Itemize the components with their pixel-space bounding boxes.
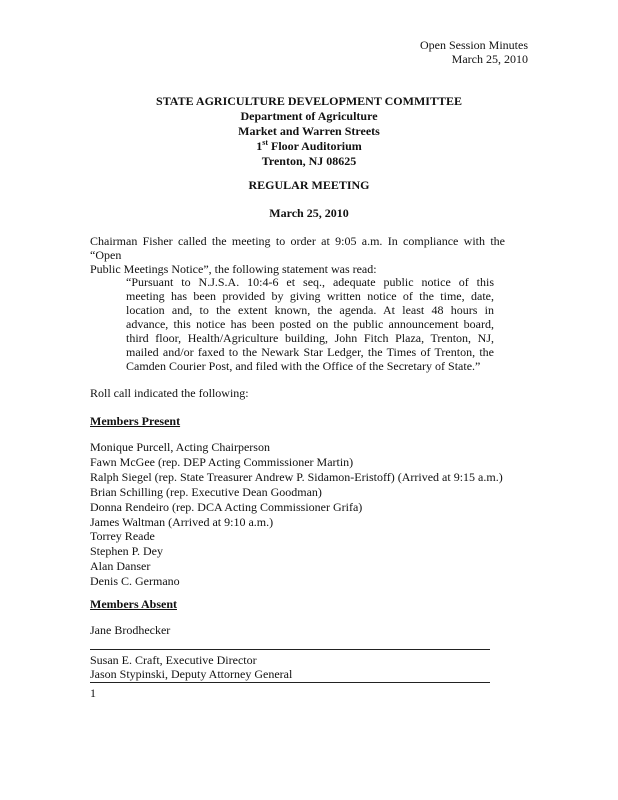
title-block xyxy=(0,94,618,169)
members-present-heading: Members Present xyxy=(90,414,181,428)
quote-line: mailed and/or faxed to the Newark Star Ledger, the Times of Trenton, the xyxy=(126,345,494,359)
opening-paragraph xyxy=(90,234,505,276)
floor-number: 1 xyxy=(256,139,263,153)
public-notice-quote xyxy=(126,275,494,373)
list-item: Jane Brodhecker xyxy=(90,623,171,637)
members-absent-list xyxy=(90,623,170,638)
list-item: Stephen P. Dey xyxy=(90,544,163,559)
members-absent-heading: Members Absent xyxy=(90,597,177,611)
meeting-location xyxy=(0,139,618,154)
list-item: Monique Purcell, Acting Chairperson xyxy=(90,440,270,454)
running-header xyxy=(420,38,528,66)
opening-line-1: Chairman Fisher called the meeting to order at 9:05 a.m. In compliance with the “Open xyxy=(90,234,505,262)
list-item: Ralph Siegel (rep. State Treasurer Andrew P. Sidamon-Eristoff) (Arrived at 9:15 a.m.) xyxy=(90,469,503,484)
list-item: Alan Danser xyxy=(90,559,151,574)
floor-suffix: st xyxy=(262,138,268,147)
page-number: 1 xyxy=(90,686,96,700)
members-present-list xyxy=(90,440,503,589)
staff-footnote xyxy=(90,653,292,681)
staff-line: Jason Stypinski, Deputy Attorney General xyxy=(90,667,293,681)
list-item: Fawn McGee (rep. DEP Acting Commissioner Martin) xyxy=(90,454,354,469)
meeting-type xyxy=(0,178,618,193)
header-title: Open Session Minutes xyxy=(420,38,528,52)
quote-line: location and, to the extent known, the agenda. At least 48 hours in xyxy=(126,303,494,317)
opening-line-2: Public Meetings Notice”, the following statement was read: xyxy=(90,262,377,276)
meeting-date xyxy=(0,206,618,221)
meeting-type-text: REGULAR MEETING xyxy=(248,178,370,192)
quote-line: “Pursuant to N.J.S.A. 10:4-6 et seq., adequate public notice of this xyxy=(126,275,494,289)
department-name: Department of Agriculture xyxy=(240,109,378,123)
list-item: Donna Rendeiro (rep. DCA Acting Commissioner Grifa) xyxy=(90,499,363,514)
quote-line: Camden Courier Post, and filed with the Office of the Secretary of State.” xyxy=(126,359,481,373)
staff-line: Susan E. Craft, Executive Director xyxy=(90,653,257,667)
committee-name: STATE AGRICULTURE DEVELOPMENT COMMITTEE xyxy=(156,94,462,108)
quote-line: advance, this notice has been posted on the public announcement board, xyxy=(126,317,494,331)
list-item: Brian Schilling (rep. Executive Dean Goodman) xyxy=(90,484,322,499)
footnote-rule-top xyxy=(90,649,490,650)
roll-call-text: Roll call indicated the following: xyxy=(90,386,249,400)
list-item: Torrey Reade xyxy=(90,529,155,544)
header-date: March 25, 2010 xyxy=(451,52,528,66)
meeting-date-text: March 25, 2010 xyxy=(269,206,349,220)
list-item: Denis C. Germano xyxy=(90,574,180,589)
quote-line: meeting has been provided by giving written notice of the time, date, xyxy=(126,289,494,303)
street-address: Market and Warren Streets xyxy=(238,124,380,138)
city-zip: Trenton, NJ 08625 xyxy=(261,154,357,168)
list-item: James Waltman (Arrived at 9:10 a.m.) xyxy=(90,514,274,529)
quote-line: third floor, Health/Agriculture building, John Fitch Plaza, Trenton, NJ, xyxy=(126,331,494,345)
floor-rest: Floor Auditorium xyxy=(267,139,362,153)
footnote-rule-bottom xyxy=(90,682,490,683)
